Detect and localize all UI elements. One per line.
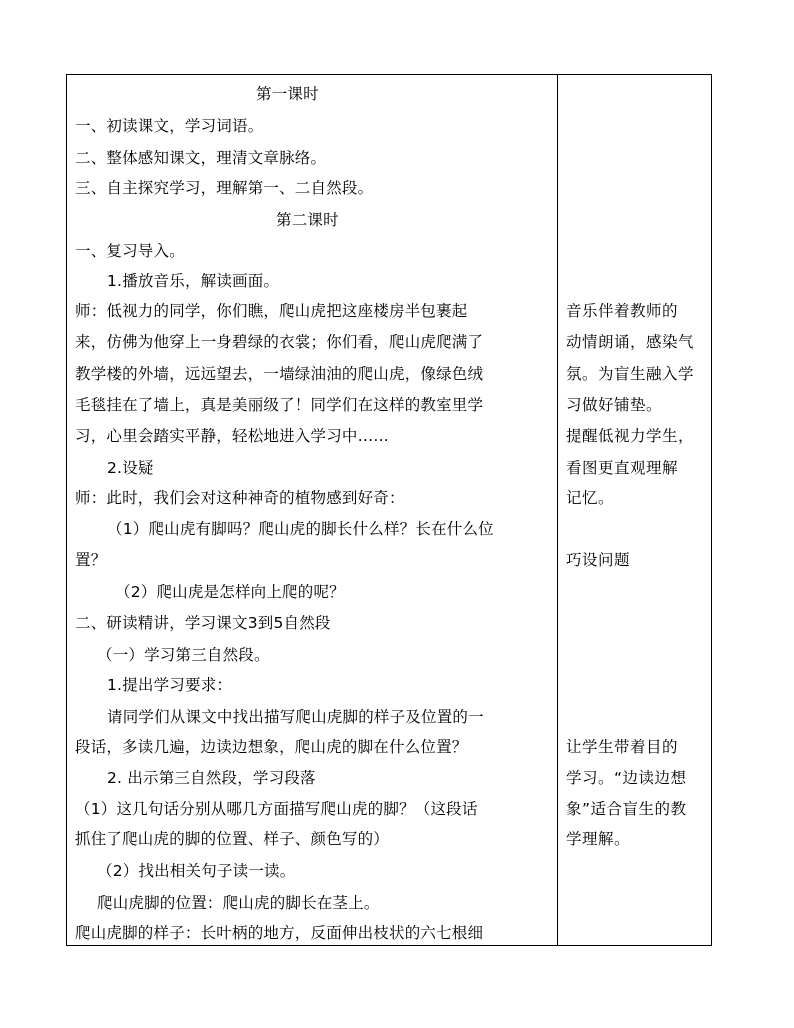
note-line: 学理解。 [566, 830, 631, 848]
lesson2-heading: 第二课时 [276, 211, 339, 229]
main-line: 习，心里会踏实平静，轻松地进入学习中…… [75, 427, 390, 445]
note-line: 提醒低视力学生， [566, 427, 695, 445]
note-line: 记忆。 [566, 489, 615, 507]
main-line: 抓住了爬山虎的脚的位置、样子、颜色写的） [75, 830, 390, 848]
main-line: 1.提出学习要求： [107, 676, 233, 694]
note-line: 看图更直观理解 [566, 459, 679, 477]
main-line: （1）爬山虎有脚吗？爬山虎的脚长什么样？长在什么位 [107, 520, 494, 538]
main-line: 1.播放音乐，解读画面。 [107, 272, 280, 290]
note-line: 音乐伴着教师的 [566, 302, 679, 320]
note-line: 氛。为盲生融入学 [566, 365, 695, 383]
main-line: （2）找出相关句子读一读。 [97, 862, 296, 880]
main-line: 三、自主探究学习，理解第一、二自然段。 [75, 179, 374, 197]
note-line: 习做好铺垫。 [566, 396, 663, 414]
main-line: 二、整体感知课文，理清文章脉络。 [75, 149, 327, 167]
main-line: 师：此时，我们会对这种神奇的植物感到好奇： [75, 489, 405, 507]
main-line: 2. 出示第三自然段，学习段落 [107, 769, 316, 787]
main-line: 来，仿佛为他穿上一身碧绿的衣裳；你们看，爬山虎爬满了 [75, 333, 484, 351]
main-line: 爬山虎脚的样子：长叶柄的地方，反面伸出枝状的六七根细 [75, 924, 484, 942]
main-line: 段话，多读几遍，边读边想象，爬山虎的脚在什么位置？ [75, 738, 468, 756]
note-line: 学习。“边读边想 [566, 769, 687, 787]
note-line: 象”适合盲生的教 [566, 800, 687, 818]
main-line: 2.设疑 [107, 459, 154, 477]
note-line: 动情朗诵，感染气 [566, 333, 695, 351]
main-line: （1）这几句话分别从哪几方面描写爬山虎的脚？（这段话 [75, 800, 478, 818]
main-line: 请同学们从课文中找出描写爬山虎脚的样子及位置的一 [107, 708, 484, 726]
main-line: 一、复习导入。 [75, 242, 185, 260]
note-line: 巧设问题 [566, 551, 631, 569]
lesson1-heading: 第一课时 [256, 85, 319, 103]
main-line: （2）爬山虎是怎样向上爬的呢？ [115, 583, 345, 601]
main-line: 爬山虎脚的位置：爬山虎的脚长在茎上。 [97, 894, 380, 912]
main-line: 教学楼的外墙，远远望去，一墙绿油油的爬山虎，像绿色绒 [75, 365, 484, 383]
main-line: （一）学习第三自然段。 [97, 646, 270, 664]
column-divider [557, 74, 558, 946]
main-line: 置？ [75, 551, 107, 569]
main-line: 一、初读课文，学习词语。 [75, 117, 264, 135]
main-line: 师：低视力的同学，你们瞧，爬山虎把这座楼房半包裹起 [75, 302, 468, 320]
main-line: 毛毯挂在了墙上，真是美丽级了！同学们在这样的教室里学 [75, 396, 484, 414]
note-line: 让学生带着目的 [566, 738, 679, 756]
main-line: 二、研读精讲，学习课文3到5自然段 [75, 614, 331, 632]
